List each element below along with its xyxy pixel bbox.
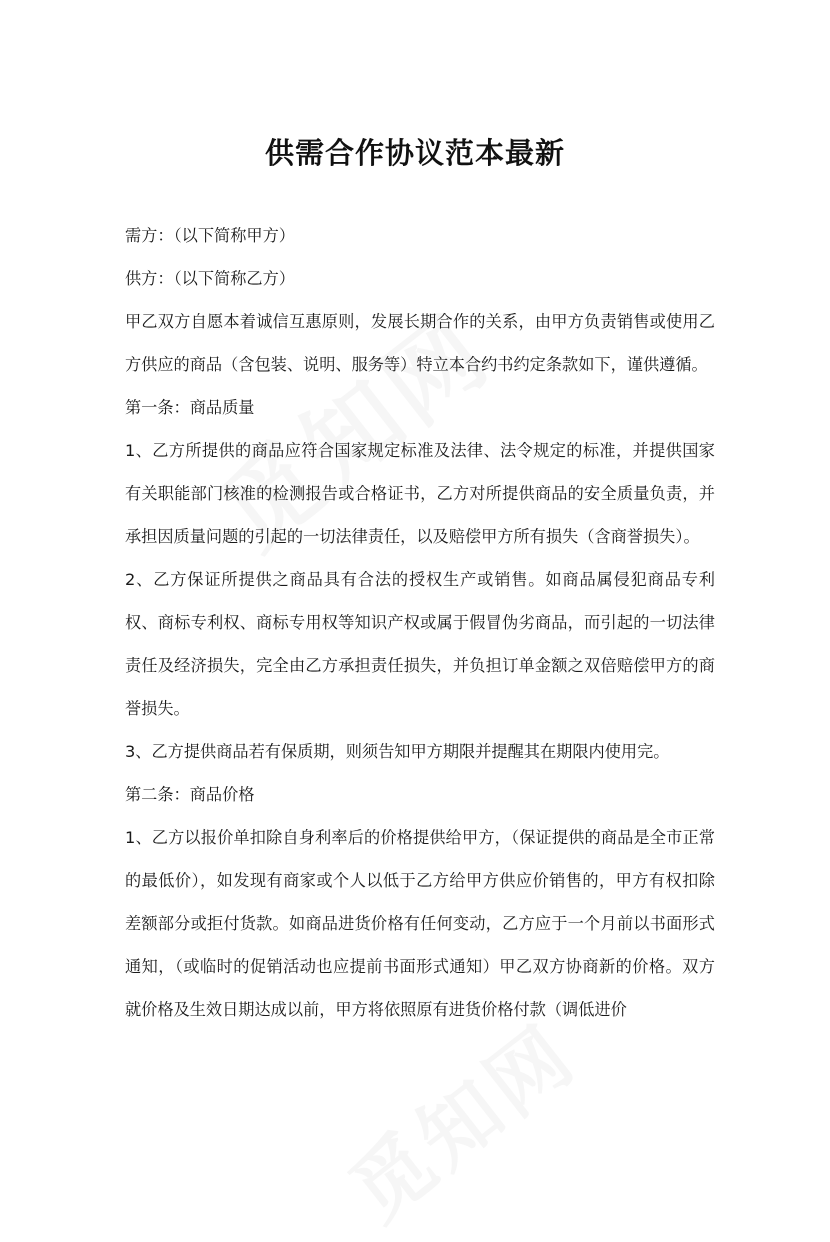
article-2-clause-1: 1、乙方以报价单扣除自身利率后的价格提供给甲方，（保证提供的商品是全市正常的最低价），如发现有商家或个人以低于乙方给甲方供应价销售的，甲方有权扣除差额部分或拒付货款。如商品进货价格有任何变动，乙方应于一个月前以书面形式通知，（或临时的促销活动也应提前书面形式通知）甲乙双方协商新的价格。双方就价格及生效日期达成以前，甲方将依照原有进货价格付款（调低进价 [125, 828, 715, 1019]
article-1-clause-2: 2、乙方保证所提供之商品具有合法的授权生产或销售。如商品属侵犯商品专利权、商标专利权、商标专用权等知识产权或属于假冒伪劣商品，而引起的一切法律责任及经济损失，完全由乙方承担责任损失，并负担订单金额之双倍赔偿甲方的商誉损失。 [125, 570, 715, 718]
article-2-heading: 第二条：商品价格 [125, 785, 255, 804]
article-1-heading: 第一条：商品质量 [125, 398, 255, 417]
preamble-paragraph: 甲乙双方自愿本着诚信互惠原则，发展长期合作的关系，由甲方负责销售或使用乙方供应的商品（含包装、说明、服务等）特立本合约书约定条款如下，谨供遵循。 [125, 312, 715, 374]
article-1-clause-3: 3、乙方提供商品若有保质期，则须告知甲方期限并提醒其在期限内使用完。 [125, 742, 670, 761]
party-demand: 需方：（以下简称甲方） [125, 226, 295, 245]
document-body [125, 214, 715, 1031]
party-supply: 供方：（以下简称乙方） [125, 269, 295, 288]
document-title: 供需合作协议范本最新 [264, 136, 565, 171]
article-1-clause-1: 1、乙方所提供的商品应符合国家规定标准及法律、法令规定的标准，并提供国家有关职能部门核准的检测报告或合格证书，乙方对所提供商品的安全质量负责，并承担因质量问题的引起的一切法律责任，以及赔偿甲方所有损失（含商誉损失）。 [125, 441, 715, 546]
